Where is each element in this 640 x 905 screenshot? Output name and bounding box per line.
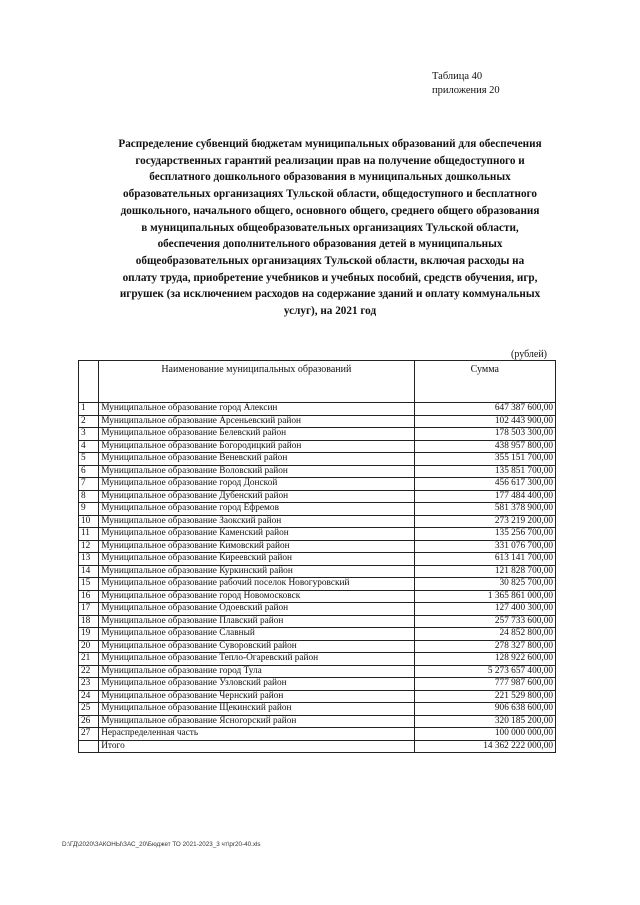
table-row bbox=[79, 453, 556, 466]
row-number: 18 bbox=[79, 615, 99, 628]
subvention-table bbox=[78, 360, 556, 753]
total-sum: 14 362 222 000,00 bbox=[414, 740, 556, 753]
units-label: (рублей) bbox=[511, 349, 548, 360]
row-number: 26 bbox=[79, 715, 99, 728]
row-sum: 100 000 000,00 bbox=[414, 728, 556, 741]
row-sum: 613 141 700,00 bbox=[414, 553, 556, 566]
name-column-header: Наименование муниципальных образований bbox=[99, 361, 414, 403]
row-sum: 128 922 600,00 bbox=[414, 653, 556, 666]
table-row bbox=[79, 503, 556, 516]
table-row bbox=[79, 465, 556, 478]
row-sum: 331 076 700,00 bbox=[414, 540, 556, 553]
municipality-name: Муниципальное образование Белевский район bbox=[99, 428, 414, 441]
municipality-name: Муниципальное образование Одоевский район bbox=[99, 603, 414, 616]
row-number: 27 bbox=[79, 728, 99, 741]
row-sum: 355 151 700,00 bbox=[414, 453, 556, 466]
municipality-name: Муниципальное образование Суворовский район bbox=[99, 640, 414, 653]
municipality-name: Муниципальное образование город Ефремов bbox=[99, 503, 414, 516]
municipality-name: Муниципальное образование Киреевский район bbox=[99, 553, 414, 566]
table-row bbox=[79, 690, 556, 703]
row-number: 13 bbox=[79, 553, 99, 566]
table-row bbox=[79, 403, 556, 416]
row-number: 16 bbox=[79, 590, 99, 603]
table-row bbox=[79, 628, 556, 641]
municipality-name: Муниципальное образование Куркинский район bbox=[99, 565, 414, 578]
row-number: 7 bbox=[79, 478, 99, 491]
document-title: Распределение субвенций бюджетам муниципальных образований для обеспечения государственных гарантий реализации прав на получение общедоступного и бесплатного дошкольного образования в муниципальных дошкольных образовательных организациях Тульской области, общедоступного и бесплатного дошкольного, начального общего, основного общего, среднего общего образования в муниципальных общеобразовательных организациях Тульской области, обеспечения дополнительного образования детей в муниципальных общеобразовательных организациях Тульской области, включая расходы на оплату труда, приобретение учебников и учебных пособий, средств обучения, игр, игрушек (за исключением расходов на содержание зданий и оплату коммунальных услуг), на 2021 год bbox=[118, 138, 542, 318]
row-number: 15 bbox=[79, 578, 99, 591]
file-path: D:\ГД\2020\ЗАКОНЫ\ЗАС_20\Бюджет ТО 2021-2023_3 чт\pr20-40.xls bbox=[62, 841, 261, 848]
row-sum: 906 638 600,00 bbox=[414, 703, 556, 716]
row-sum: 135 851 700,00 bbox=[414, 465, 556, 478]
row-sum: 127 400 300,00 bbox=[414, 603, 556, 616]
table-row bbox=[79, 615, 556, 628]
row-sum: 102 443 900,00 bbox=[414, 415, 556, 428]
municipality-name: Муниципальное образование Щекинский район bbox=[99, 703, 414, 716]
sum-column-header: Сумма bbox=[414, 361, 556, 403]
table-row bbox=[79, 678, 556, 691]
row-number: 25 bbox=[79, 703, 99, 716]
table-row bbox=[79, 640, 556, 653]
row-number: 20 bbox=[79, 640, 99, 653]
municipality-name: Муниципальное образование Дубенский район bbox=[99, 490, 414, 503]
row-sum: 438 957 800,00 bbox=[414, 440, 556, 453]
row-sum: 121 828 700,00 bbox=[414, 565, 556, 578]
row-sum: 221 529 800,00 bbox=[414, 690, 556, 703]
table-row bbox=[79, 665, 556, 678]
row-number: 3 bbox=[79, 428, 99, 441]
table-row bbox=[79, 428, 556, 441]
row-sum: 24 852 800,00 bbox=[414, 628, 556, 641]
table-row bbox=[79, 553, 556, 566]
row-number: 8 bbox=[79, 490, 99, 503]
municipality-name: Муниципальное образование Богородицкий район bbox=[99, 440, 414, 453]
municipality-name: Муниципальное образование Воловский район bbox=[99, 465, 414, 478]
municipality-name: Муниципальное образование Узловский район bbox=[99, 678, 414, 691]
row-number: 14 bbox=[79, 565, 99, 578]
table-number: Таблица 40 bbox=[432, 71, 483, 82]
total-number-cell bbox=[79, 740, 99, 753]
table-row bbox=[79, 565, 556, 578]
row-sum: 456 617 300,00 bbox=[414, 478, 556, 491]
municipality-name: Муниципальное образование Заокский район bbox=[99, 515, 414, 528]
municipality-name: Муниципальное образование Ясногорский район bbox=[99, 715, 414, 728]
row-number: 6 bbox=[79, 465, 99, 478]
municipality-name: Муниципальное образование Плавский район bbox=[99, 615, 414, 628]
row-number: 4 bbox=[79, 440, 99, 453]
row-sum: 273 219 200,00 bbox=[414, 515, 556, 528]
table-row bbox=[79, 590, 556, 603]
row-sum: 777 987 600,00 bbox=[414, 678, 556, 691]
table-row bbox=[79, 515, 556, 528]
table-row bbox=[79, 703, 556, 716]
table-header-row bbox=[79, 361, 556, 403]
table-row bbox=[79, 578, 556, 591]
total-row bbox=[79, 740, 556, 753]
municipality-name: Муниципальное образование Чернский район bbox=[99, 690, 414, 703]
row-number: 9 bbox=[79, 503, 99, 516]
row-number: 21 bbox=[79, 653, 99, 666]
municipality-name: Муниципальное образование город Донской bbox=[99, 478, 414, 491]
row-number: 17 bbox=[79, 603, 99, 616]
municipality-name: Муниципальное образование Тепло-Огаревский район bbox=[99, 653, 414, 666]
municipality-name: Муниципальное образование город Новомосковск bbox=[99, 590, 414, 603]
row-number: 12 bbox=[79, 540, 99, 553]
municipality-name: Муниципальное образование Кимовский район bbox=[99, 540, 414, 553]
municipality-name: Муниципальное образование Славный bbox=[99, 628, 414, 641]
municipality-name: Муниципальное образование Арсеньевский район bbox=[99, 415, 414, 428]
row-number: 22 bbox=[79, 665, 99, 678]
row-number: 1 bbox=[79, 403, 99, 416]
row-number: 5 bbox=[79, 453, 99, 466]
row-number: 2 bbox=[79, 415, 99, 428]
municipality-name: Нераспределенная часть bbox=[99, 728, 414, 741]
municipality-name: Муниципальное образование Каменский район bbox=[99, 528, 414, 541]
table-row bbox=[79, 603, 556, 616]
table-row bbox=[79, 540, 556, 553]
table-row bbox=[79, 490, 556, 503]
row-sum: 257 733 600,00 bbox=[414, 615, 556, 628]
row-sum: 30 825 700,00 bbox=[414, 578, 556, 591]
row-sum: 278 327 800,00 bbox=[414, 640, 556, 653]
row-number: 11 bbox=[79, 528, 99, 541]
row-number: 10 bbox=[79, 515, 99, 528]
municipality-name: Муниципальное образование город Тула bbox=[99, 665, 414, 678]
row-number: 24 bbox=[79, 690, 99, 703]
municipality-name: Муниципальное образование город Алексин bbox=[99, 403, 414, 416]
row-sum: 5 273 657 400,00 bbox=[414, 665, 556, 678]
total-label: Итого bbox=[99, 740, 414, 753]
row-sum: 581 378 900,00 bbox=[414, 503, 556, 516]
table-row bbox=[79, 415, 556, 428]
table-row bbox=[79, 728, 556, 741]
row-sum: 647 387 600,00 bbox=[414, 403, 556, 416]
row-sum: 135 256 700,00 bbox=[414, 528, 556, 541]
row-number: 19 bbox=[79, 628, 99, 641]
row-number: 23 bbox=[79, 678, 99, 691]
table-row bbox=[79, 715, 556, 728]
row-sum: 320 185 200,00 bbox=[414, 715, 556, 728]
row-sum: 1 365 861 000,00 bbox=[414, 590, 556, 603]
municipality-name: Муниципальное образование рабочий поселок Новогуровский bbox=[99, 578, 414, 591]
appendix-number: приложения 20 bbox=[432, 85, 500, 96]
table-row bbox=[79, 528, 556, 541]
table-row bbox=[79, 440, 556, 453]
number-column-header bbox=[79, 361, 99, 403]
row-sum: 177 484 400,00 bbox=[414, 490, 556, 503]
table-row bbox=[79, 653, 556, 666]
municipality-name: Муниципальное образование Веневский район bbox=[99, 453, 414, 466]
row-sum: 178 503 300,00 bbox=[414, 428, 556, 441]
table-reference bbox=[432, 70, 500, 98]
table-row bbox=[79, 478, 556, 491]
